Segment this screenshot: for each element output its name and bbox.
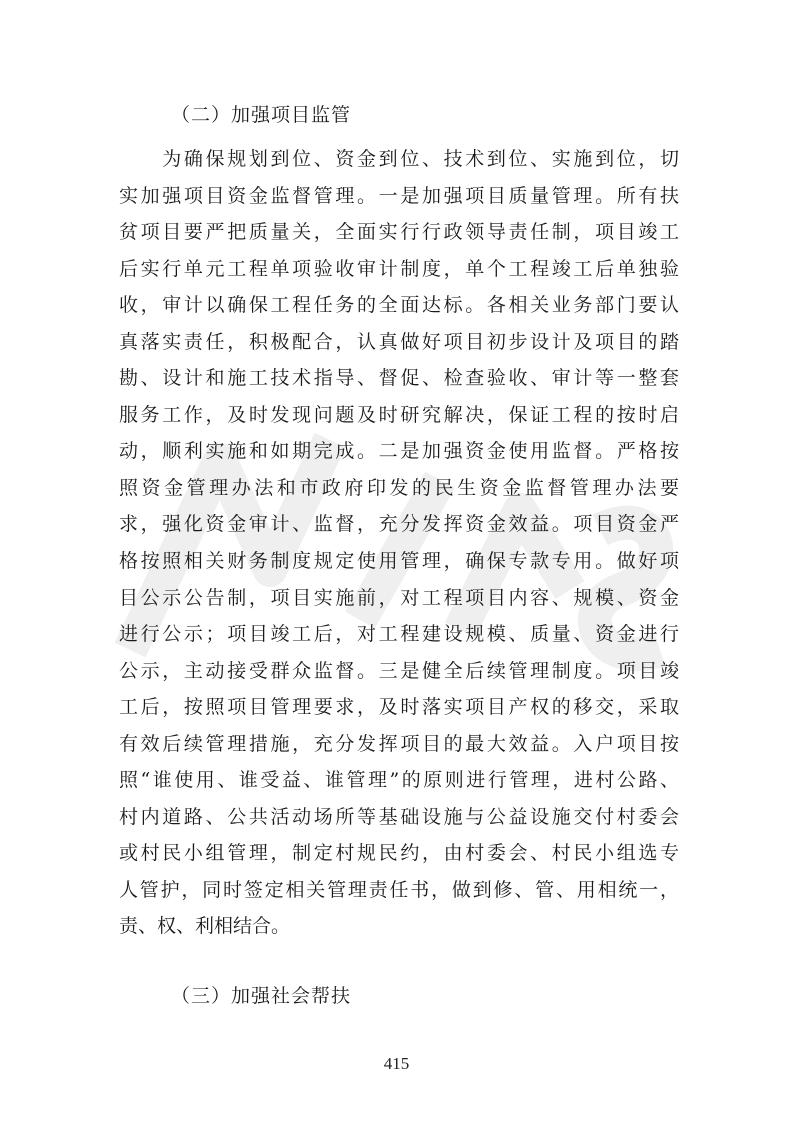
paragraph-line: 贫项目要严把质量关，全面实行行政领导责任制，项目竣工 — [119, 221, 679, 244]
paragraph-line: 照“谁使用、谁受益、谁管理”的原则进行管理，进村公路、 — [119, 769, 679, 792]
paragraph-line: 有效后续管理措施，充分发挥项目的最大效益。入户项目按 — [119, 732, 679, 755]
paragraph-line: 真落实责任，积极配合，认真做好项目初步设计及项目的踏 — [119, 330, 679, 353]
section-heading-strengthen-social-assistance: （三）加强社会帮扶 — [171, 985, 352, 1007]
page-number: 415 — [383, 1054, 410, 1073]
paragraph-line: 人管护，同时签定相关管理责任书，做到修、管、用相统一， — [119, 878, 679, 901]
paragraph-line: 照资金管理办法和市政府印发的民生资金监督管理办法要 — [119, 476, 679, 499]
paragraph-line: 格按照相关财务制度规定使用管理，确保专款专用。做好项 — [119, 550, 679, 573]
paragraph-line: 实加强项目资金监督管理。一是加强项目质量管理。所有扶 — [119, 184, 679, 207]
paragraph-line: 村内道路、公共活动场所等基础设施与公益设施交付村委会 — [119, 805, 679, 828]
paragraph-line: 或村民小组管理，制定村规民约，由村委会、村民小组选专 — [119, 842, 679, 865]
paragraph-line: 为确保规划到位、资金到位、技术到位、实施到位，切 — [119, 148, 679, 170]
paragraph-line: 动，顺利实施和如期完成。二是加强资金使用监督。严格按 — [119, 440, 679, 463]
paragraph-line: 勘、设计和施工技术指导、督促、检查验收、审计等一整套 — [119, 367, 679, 390]
section-heading-strengthen-project-supervision: （二）加强项目监管 — [171, 104, 352, 126]
paragraph-line: 求，强化资金审计、监督，充分发挥资金效益。项目资金严 — [119, 513, 679, 536]
paragraph-line: 后实行单元工程单项验收审计制度，单个工程竣工后单独验 — [119, 257, 679, 280]
paragraph-line: 公示，主动接受群众监督。三是健全后续管理制度。项目竣 — [119, 659, 679, 682]
paragraph-line: 工后，按照项目管理要求，及时落实项目产权的移交，采取 — [119, 696, 679, 719]
paragraph-line: 责、权、利相结合。 — [119, 915, 291, 938]
paragraph-line: 进行公示；项目竣工后，对工程建设规模、质量、资金进行 — [119, 623, 679, 646]
paragraph-line: 收，审计以确保工程任务的全面达标。各相关业务部门要认 — [119, 294, 679, 317]
paragraph-line: 服务工作，及时发现问题及时研究解决，保证工程的按时启 — [119, 403, 679, 426]
paragraph-line: 目公示公告制，项目实施前，对工程项目内容、规模、资金 — [119, 586, 679, 609]
body-paragraph — [119, 141, 679, 945]
